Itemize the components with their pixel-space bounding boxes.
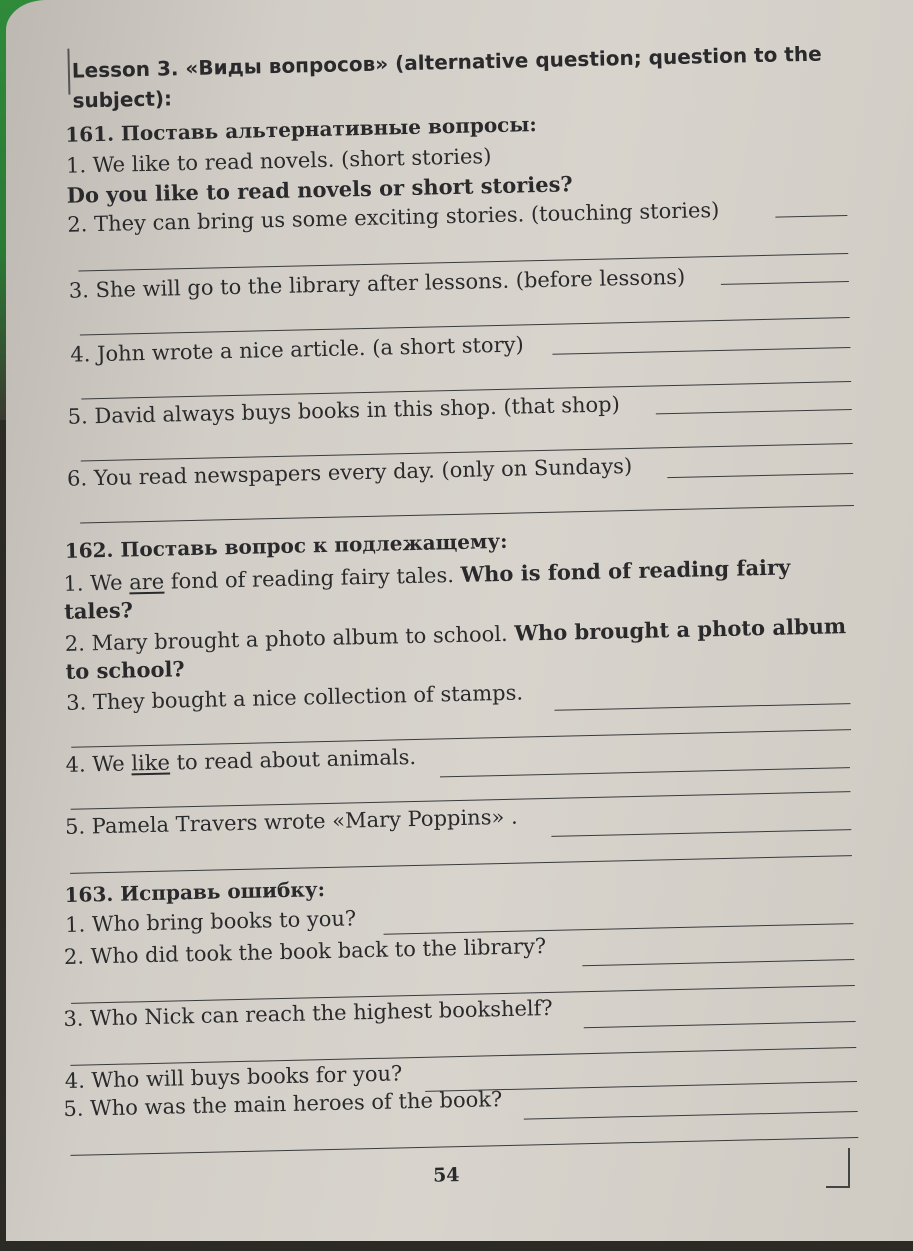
page-corner-mark	[826, 1148, 850, 1188]
ex162-item-4	[65, 745, 416, 777]
ex161-item-3: 3. She will go to the library after lessons. (before lessons)	[68, 264, 686, 303]
ex162-heading: 162. Поставь вопрос к подлежащему:	[64, 528, 508, 563]
ex163-item-1: 1. Who bring books to you?	[64, 906, 357, 937]
margin-mark	[67, 49, 70, 95]
answer-line	[70, 1047, 856, 1066]
answer-line	[78, 253, 848, 271]
ex162-item-4-text-b: to read about animals.	[169, 744, 417, 775]
workbook-page	[6, 0, 913, 1241]
ex163-item-5: 5. Who was the main heroes of the book?	[63, 1087, 503, 1122]
answer-line	[775, 215, 847, 218]
answer-line	[721, 281, 849, 285]
underlined-word: like	[131, 750, 171, 776]
ex162-item-1-text: 1. We	[63, 570, 130, 596]
ex162-item-2-text: 2. Mary brought a photo album to school.	[64, 621, 515, 656]
page-number: 54	[432, 1164, 460, 1187]
answer-line	[70, 855, 852, 874]
ex163-item-2: 2. Who did took the book back to the library?	[63, 934, 547, 969]
ex161-item-2: 2. They can bring us some exciting stories. (touching stories)	[67, 197, 720, 237]
answer-line	[656, 409, 852, 414]
answer-line	[71, 729, 851, 748]
answer-line	[80, 505, 854, 524]
ex161-heading: 161. Поставь альтернативные вопросы:	[65, 112, 538, 147]
ex161-item-5: 5. David always buys books in this shop. (that shop)	[67, 392, 621, 429]
ex161-item-6: 6. You read newspapers every day. (only on Sundays)	[66, 453, 633, 491]
answer-line	[80, 317, 850, 335]
underlined-word: are	[128, 569, 165, 595]
answer-line	[551, 829, 851, 837]
ex162-item-1	[63, 554, 790, 595]
ex162-item-1-text-b: fond of reading fairy tales.	[163, 562, 461, 594]
ex162-item-2-cont: to school?	[65, 656, 185, 684]
answer-line	[552, 347, 850, 355]
lesson-title: Lesson 3. «Виды вопросов» (alternative question; question to the	[71, 41, 822, 83]
answer-line	[440, 767, 850, 777]
answer-line	[384, 923, 854, 935]
answer-line	[555, 703, 851, 711]
answer-line	[70, 1137, 858, 1156]
answer-line	[584, 1021, 856, 1028]
ex161-example-answer: Do you like to read novels or short stories?	[66, 171, 573, 208]
ex161-item-1: 1. We like to read novels. (short stories)	[65, 144, 492, 178]
ex163-item-4: 4. Who will buys books for you?	[64, 1061, 403, 1093]
ex162-item-3: 3. They bought a nice collection of stamps.	[65, 680, 524, 715]
ex162-item-2-answer: Who brought a photo album	[514, 613, 847, 646]
answer-line	[667, 473, 853, 478]
ex163-item-3: 3. Who Nick can reach the highest bookshelf?	[63, 995, 553, 1032]
answer-line	[524, 1111, 858, 1120]
ex162-item-5: 5. Pamela Travers wrote «Mary Poppins» .	[64, 804, 518, 839]
ex161-item-4: 4. John wrote a nice article. (a short story)	[70, 332, 524, 367]
ex162-item-1-cont: tales?	[63, 597, 134, 624]
ex162-item-1-answer: Who is fond of reading fairy	[460, 554, 791, 587]
ex162-item-4-text: 4. We	[65, 751, 132, 777]
answer-line	[582, 959, 854, 966]
ex163-heading: 163. Исправь ошибку:	[64, 877, 326, 907]
lesson-title-cont: subject):	[72, 86, 173, 113]
ex162-item-2	[65, 613, 847, 656]
